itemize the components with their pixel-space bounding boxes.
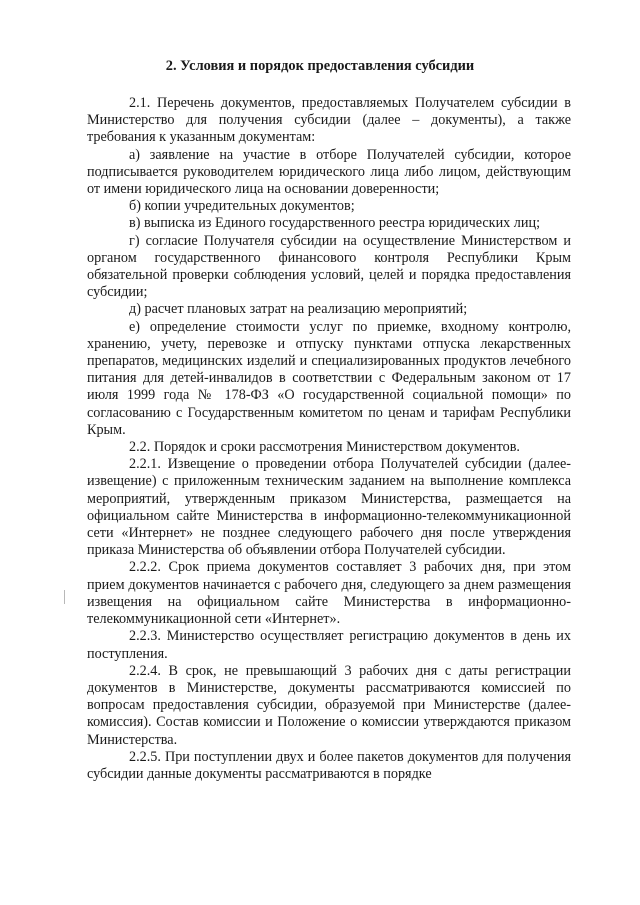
- paragraph-2-2-4: 2.2.4. В срок, не превышающий 3 рабочих дня с даты регистрации документов в Министерстве, документы рассматриваются комиссией по вопросам предоставления субсидии, образуемой при Министерстве (далее-комиссия). Состав комиссии и Положение о комиссии утверждаются приказом Министерства.: [87, 662, 571, 748]
- section-title: 2. Условия и порядок предоставления субсидии: [165, 58, 475, 74]
- section-body: [87, 95, 571, 783]
- paragraph-2-2-1: 2.2.1. Извещение о проведении отбора Получателей субсидии (далее-извещение) с приложенным техническим заданием на выполнение комплекса мероприятий, утвержденным приказом Министерства, размещается на официальном сайте Министерства в информационно-телекоммуникационной сети «Интернет» не позднее следующего рабочего дня после утверждения приказа Министерства об объявлении отбора Получателей субсидии.: [87, 456, 571, 559]
- paragraph-2-2: 2.2. Порядок и сроки рассмотрения Министерством документов.: [129, 439, 520, 456]
- list-item-a: а) заявление на участие в отборе Получателей субсидии, которое подписывается руководителем юридического лица либо лицом, действующим от имени юридического лица на основании доверенности;: [87, 146, 571, 198]
- paragraph-2-2-3: 2.2.3. Министерство осуществляет регистрацию документов в день их поступления.: [87, 628, 571, 662]
- list-item-b: б) копии учредительных документов;: [129, 198, 355, 215]
- margin-mark: [64, 590, 65, 604]
- paragraph-2-2-5: 2.2.5. При поступлении двух и более пакетов документов для получения субсидии данные документы рассматриваются в порядке: [87, 748, 571, 782]
- paragraph-2-2-2: 2.2.2. Срок приема документов составляет 3 рабочих дня, при этом прием документов начинается с рабочего дня, следующего за днем размещения извещения на официальном сайте Министерства в информационно-телекоммуникационной сети «Интернет».: [87, 559, 571, 628]
- list-item-g: г) согласие Получателя субсидии на осуществление Министерством и органом государственного финансового контроля Республики Крым обязательной проверки соблюдения условий, целей и порядка предоставления субсидии;: [87, 232, 571, 301]
- list-item-d: д) расчет плановых затрат на реализацию мероприятий;: [129, 301, 468, 318]
- paragraph-2-1: 2.1. Перечень документов, предоставляемых Получателем субсидии в Министерство для получения субсидии (далее – документы), а также требования к указанным документам:: [87, 95, 571, 146]
- list-item-e: е) определение стоимости услуг по приемке, входному контролю, хранению, учету, перевозке и отпуску пунктами отпуска лекарственных препаратов, медицинских изделий и специализированных продуктов лечебного питания для детей-инвалидов в соответствии с Федеральным законом от 17 июля 1999 года № 178-ФЗ «О государственной социальной помощи» по согласованию с Государственным комитетом по ценам и тарифам Республики Крым.: [87, 318, 571, 438]
- list-item-v: в) выписка из Единого государственного реестра юридических лиц;: [129, 215, 541, 232]
